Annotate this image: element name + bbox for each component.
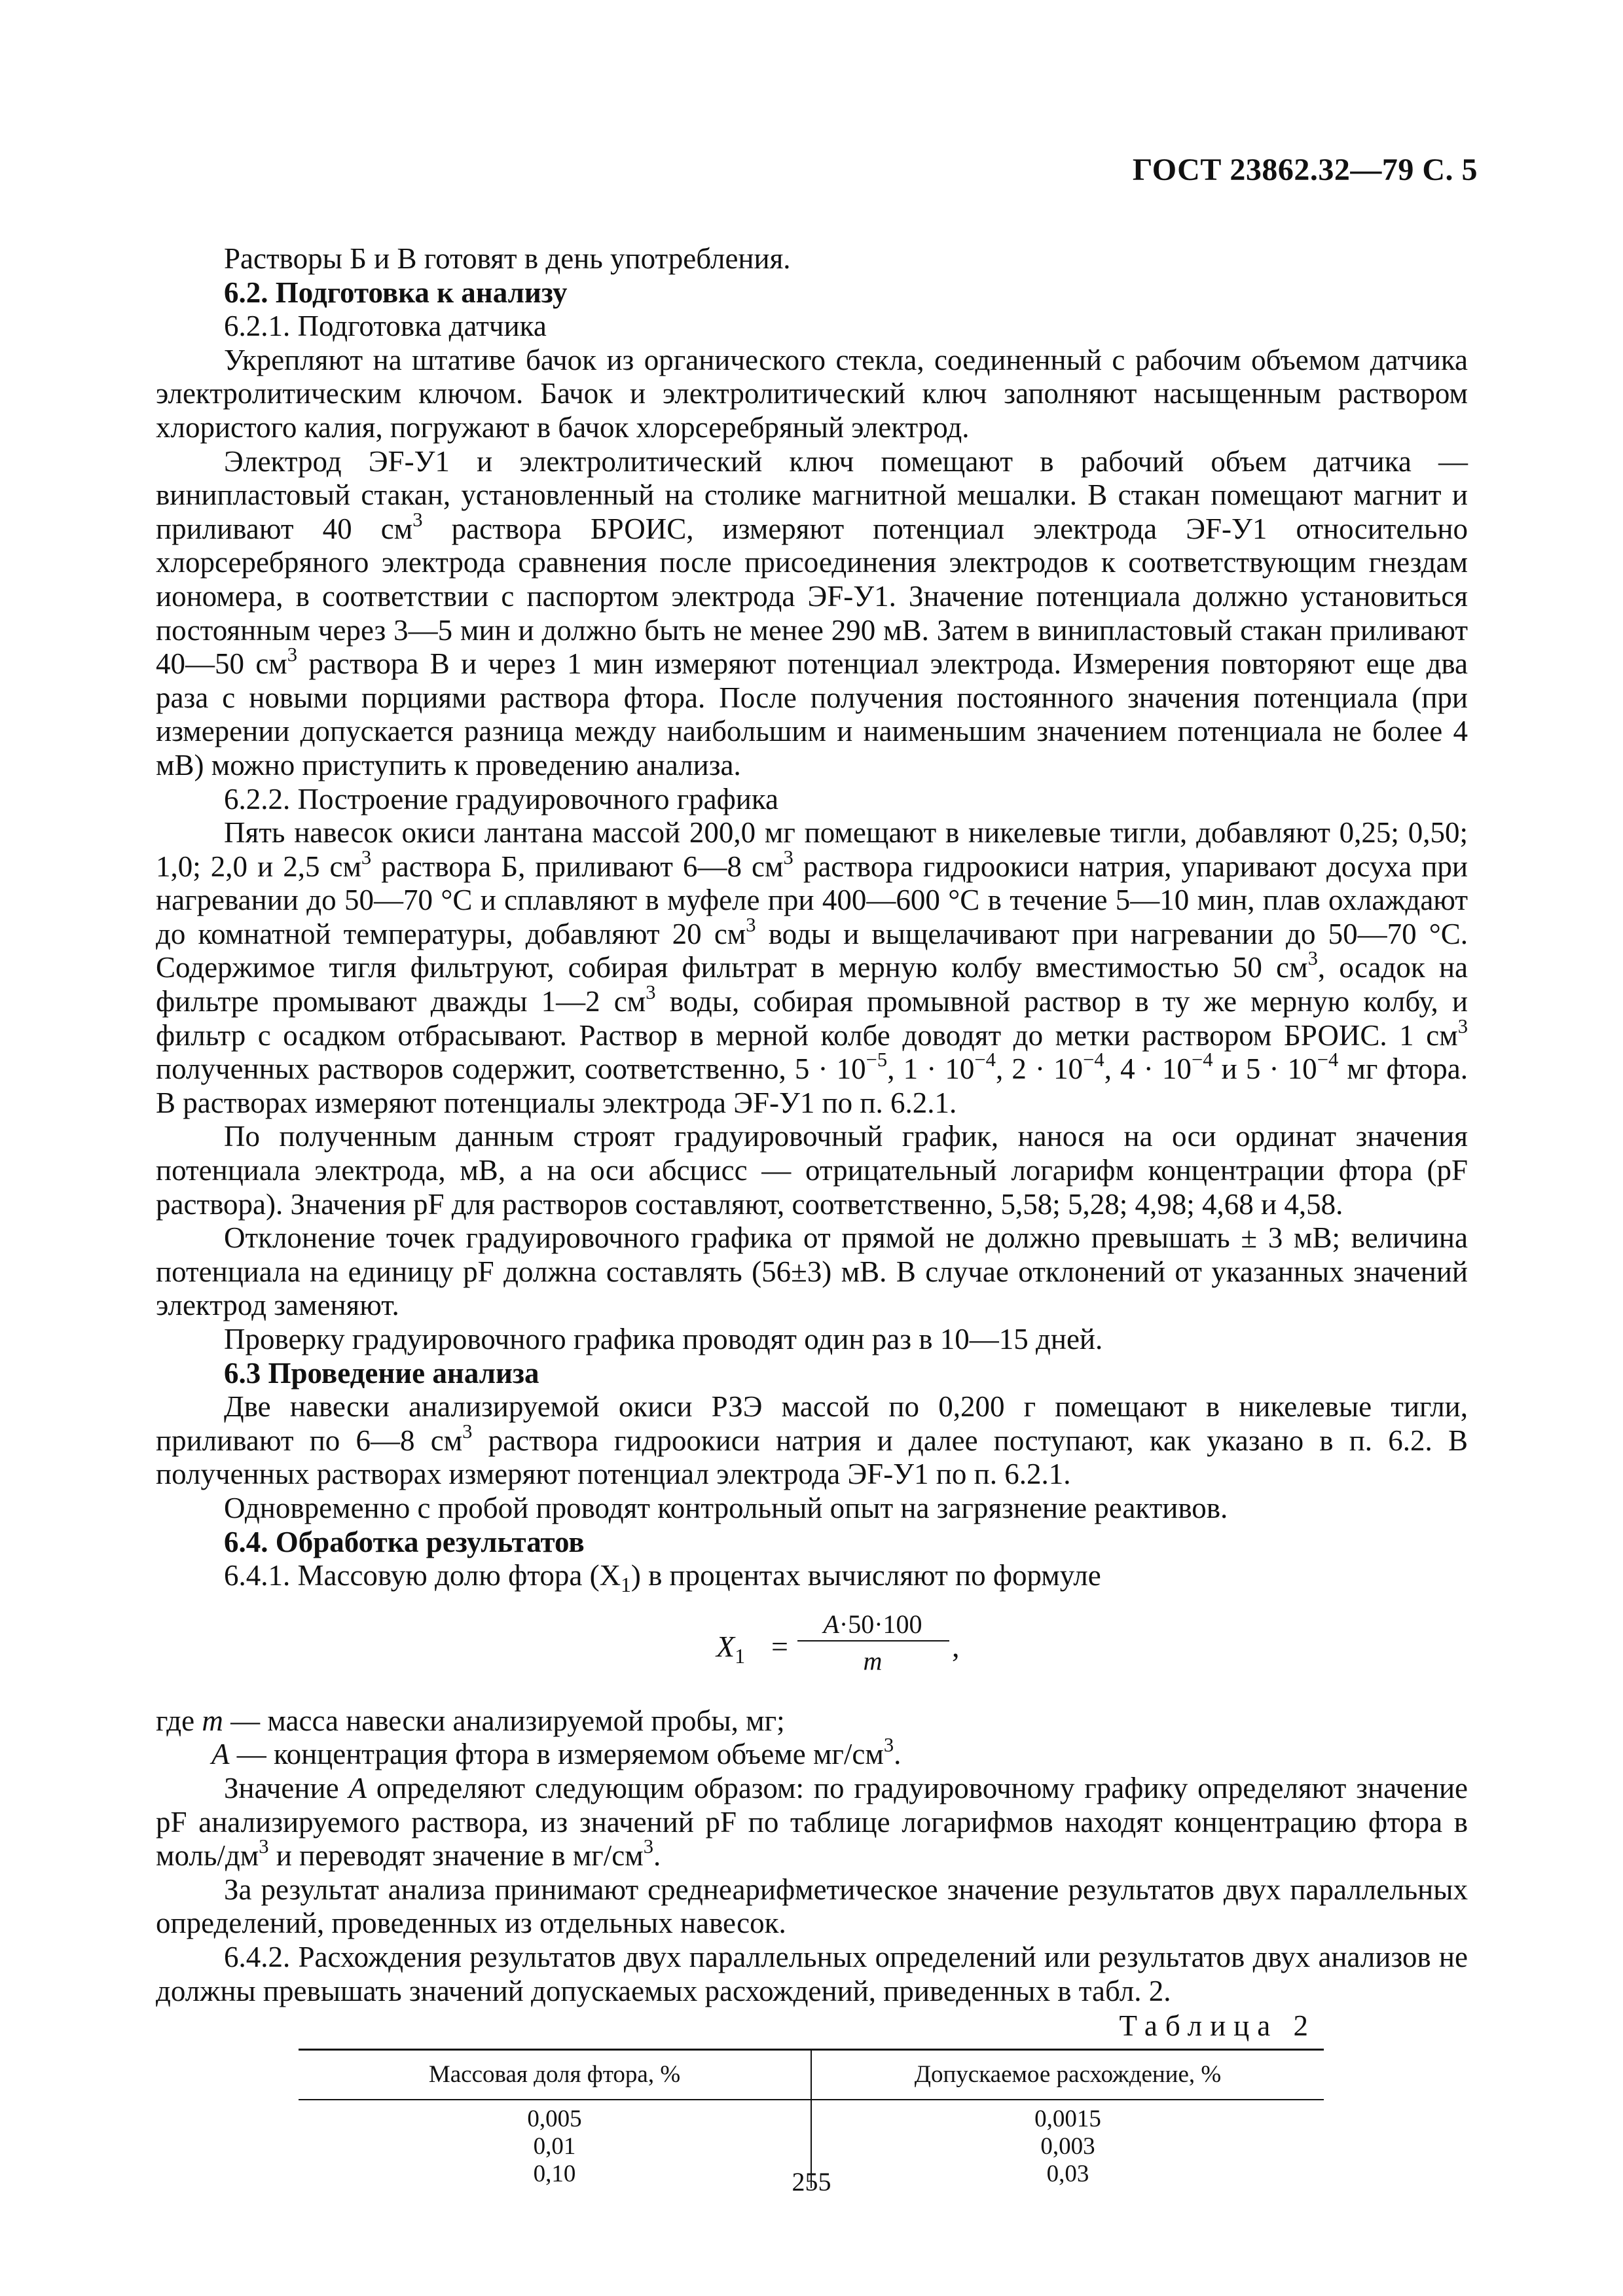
paragraph-calibration-graph: По полученным данным строят градуировочный график, нанося на оси ординат значения потенциала электрода, мВ, а на оси абсцисс — отрицательный логарифм концентрации фтора (pF раствора). Значения pF для растворов составляют, соответственно, 5,58; 5,28; 4,98; 4,68 и 4,58. [156,1120,1468,1221]
formula-denominator: m [863,1645,883,1676]
table-cell: 0,10 [299,2161,811,2188]
table-cell: 0,003 [1040,2132,1095,2160]
paragraph-check-interval: Проверку градуировочного графика проводят один раз в 10—15 дней. [224,1323,1103,1355]
formula-comma: , [952,1629,960,1663]
paragraph-solutions-note: Растворы Б и В готовят в день употребления. [224,242,791,275]
section-heading-6-4: 6.4. Обработка результатов [224,1525,585,1558]
table-header-allowed-discrepancy: Допускаемое расхождение, % [811,2049,1324,2100]
paragraph-result-mean: За результат анализа принимают среднеарифметическое значение результатов двух параллельных определений, проведенных из отдельных навесок. [156,1873,1468,1940]
subsection-6-2-2: 6.2.2. Построение градуировочного графика [224,782,779,816]
formula-numerator: A·50·100 [823,1609,922,1639]
paragraph-calibration-samples: Пять навесок окиси лантана массой 200,0 мг помещают в никелевые тигли, добавляют 0,25; 0,50; 1,0; 2,0 и 2,5 $см^3$ раствора Б, приливают 6—8 $см^3$ раствора гидроокиси натрия, упаривают досуха при нагревании до 50—70 °С и сплавляют в муфеле при 400—600 °С в течение 5—10 мин, плав охлаждают до комнатной температуры, добавляют 20 $см^3$ воды и выщелачивают при нагревании до 50—70 °С. Содержимое тигля фильтруют, собирая фильтрат в мерную колбу вместимостью 50 $см^3$, осадок на фильтре промывают дважды 1—2 $см^3$ воды, собирая промывной раствор в ту же мерную колбу, и фильтр с осадком отбрасывают. Раствор в мерной колбе доводят до метки раствором БРОИС. 1 $см^3$ полученных растворов содержит, соответственно, $5 \cdot 10^{-5}$, $1 \cdot 10^{-4}$, $2 \cdot 10^{-4}$, $4 \cdot 10^{-4}$ и $5 \cdot 10^{-4}$ мг фтора. В растворах измеряют потенциалы электрода ЭF-У1 по п. 6.2.1. [156,816,1468,1119]
paragraph-electrode-setup: Электрод ЭF-У1 и электролитический ключ помещают в рабочий объем датчика — винипластовый стакан, установленный на столике магнитной мешалки. В стакан помещают магнит и приливают 40 $см^3$ раствора БРОИС, измеряют потенциал электрода ЭF-У1 относительно хлорсеребряного электрода сравнения после присоединения электродов к соответствующим гнездам иономера, в соответствии с паспортом электрода ЭF-У1. Значение потенциала должно установиться постоянным через 3—5 мин и должно быть не менее 290 мВ. Затем в винипластовый стакан приливают 40—50 $см^3$ раствора В и через 1 мин измеряют потенциал электрода. Измерения повторяют еще два раза с новыми порциями раствора фтора. После получения постоянного значения потенциала (при измерении допускается разница между наибольшим и наименьшим значением потенциала не более 4 мВ) можно приступить к проведению анализа. [156,444,1468,781]
subsection-6-4-1: 6.4.1. Массовую долю фтора $(X_1)$ в процентах вычисляют по формуле [224,1559,1101,1597]
section-heading-6-2: 6.2. Подготовка к анализу [224,276,568,309]
table-row [299,2100,1324,2133]
definition-a: A — концентрация фтора в измеряемом объеме $мг/см^3$. [211,1734,902,1771]
formula-equals: = [771,1629,788,1663]
page-header: ГОСТ 23862.32—79 С. 5 [1132,152,1478,187]
paragraph-a-determination: Значение A определяют следующим образом: по градуировочному графику определяют значение pF анализируемого раствора, из значений pF по таблице логарифмов находят концентрацию фтора в моль/$дм^3$ и переводят значение в $мг/см^3$. [156,1771,1468,1873]
page-number: 255 [792,2167,831,2197]
page-content [156,242,1468,2188]
paragraph-control-test: Одновременно с пробой проводят контрольный опыт на загрязнение реактивов. [224,1491,1228,1524]
section-heading-6-3: 6.3 Проведение анализа [224,1356,539,1390]
table-cell: 0,005 [299,2100,811,2133]
formula-lhs: $X_1$ [716,1629,746,1668]
table-cell: 0,03 [1046,2160,1089,2187]
definition-m: где m — масса навески анализируемой пробы, мг; [156,1704,785,1737]
mass-fraction-formula [716,1611,1083,1690]
table-cell: 0,0015 [1034,2105,1101,2132]
subsection-6-2-1: 6.2.1. Подготовка датчика [224,310,547,343]
table-cell: 0,01 [299,2133,811,2161]
table-row [299,2133,1324,2161]
paragraph-analysis-procedure: Две навески анализируемой окиси РЗЭ массой по 0,200 г помещают в никелевые тигли, приливают по 6—8 $см^3$ раствора гидроокиси натрия и далее поступают, как указано в п. 6.2. В полученных растворах измеряют потенциал электрода ЭF-У1 по п. 6.2.1. [156,1390,1468,1491]
table-caption: Таблица 2 [1119,2009,1316,2043]
formula-fraction-bar [797,1640,949,1641]
paragraph-6-4-2: 6.4.2. Расхождения результатов двух параллельных определений или результатов двух анализов не должны превышать значений допускаемых расхождений, приведенных в табл. 2. [156,1940,1468,2007]
formula-block [156,1593,1468,1704]
paragraph-deviation: Отклонение точек градуировочного графика от прямой не должно превышать ± 3 мВ; величина потенциала на единицу pF должна составлять (56±3) мВ. В случае отклонений от указанных значений электрод заменяют. [156,1221,1468,1322]
table-header-mass-fraction: Массовая доля фтора, % [299,2049,811,2100]
table-header-row [299,2049,1324,2100]
paragraph-sensor-tank: Укрепляют на штативе бачок из органического стекла, соединенный с рабочим объемом датчика электролитическим ключом. Бачок и электролитический ключ заполняют насыщенным раствором хлористого калия, погружают в бачок хлорсеребряный электрод. [156,343,1468,444]
